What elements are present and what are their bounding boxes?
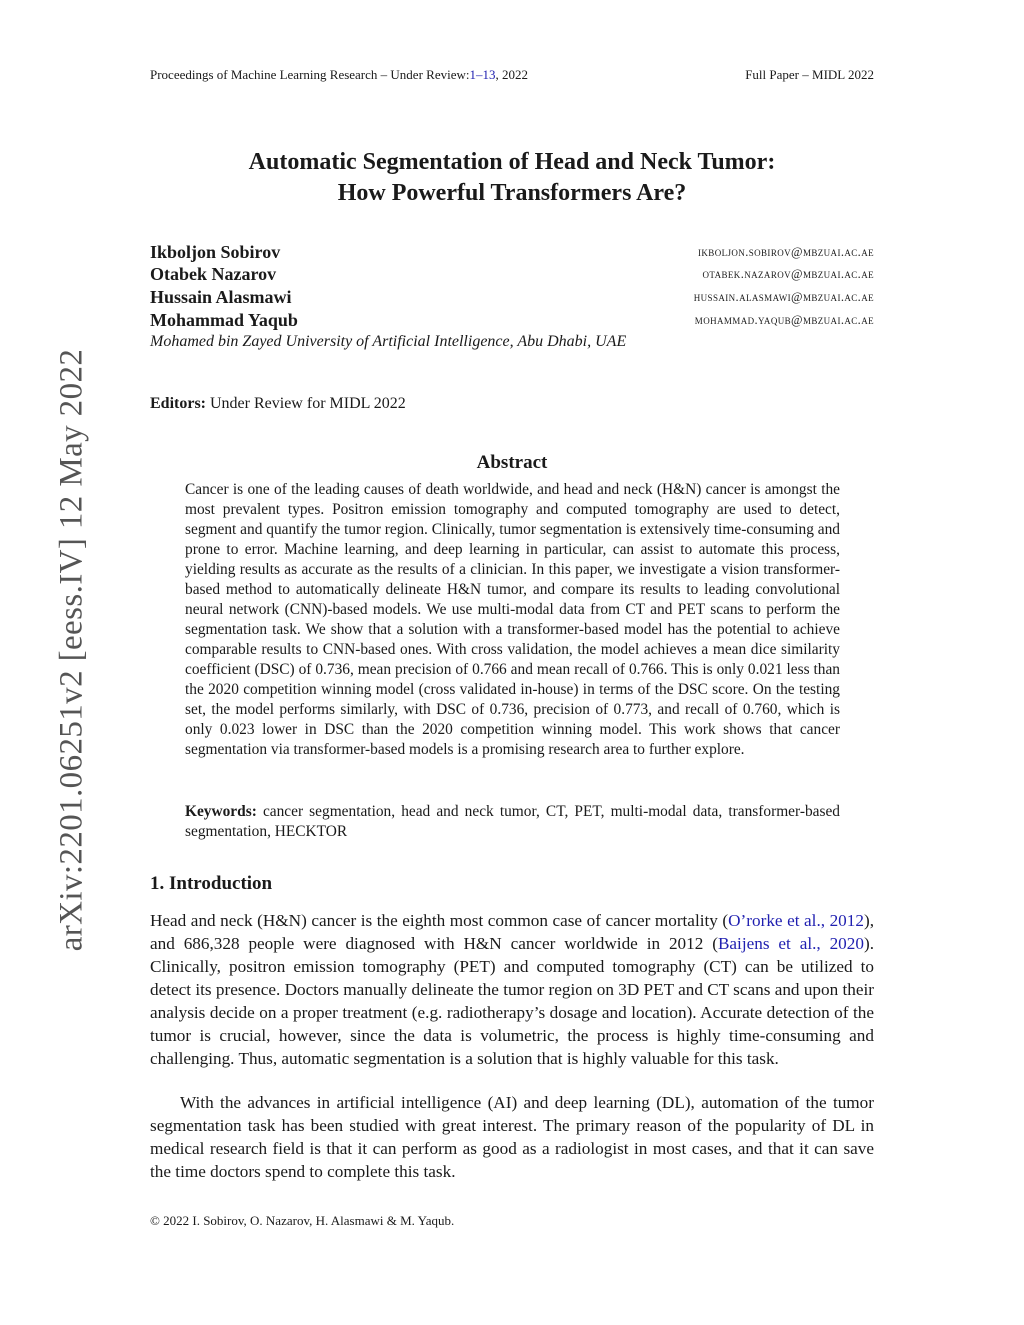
- abstract-body: Cancer is one of the leading causes of death worldwide, and head and neck (H&N) cancer is amongst the most prevalent types. Positron emission tomography and computed tomography are used to detect, segment and quantify the tumor region. Clinically, tumor segmentation is extensively time-consuming and prone to error. Machine learning, and deep learning in particular, can assist to automate this process, yielding results as accurate as the results of a clinician. In this paper, we investigate a vision transformer-based method to automatically delineate H&N tumor, and compare its results to leading convolutional neural network (CNN)-based models. We use multi-modal data from CT and PET scans to perform the segmentation task. We show that a solution with a transformer-based model has the potential to achieve comparable results to CNN-based ones. With cross validation, the model achieves a mean dice similarity coefficient (DSC) of 0.736, mean precision of 0.766 and mean recall of 0.766. This is only 0.021 less than the 2020 competition winning model (cross validated in-house) in terms of the DSC score. On the testing set, the model performs similarly, with DSC of 0.736, precision of 0.773, and recall of 0.760, which is only 0.023 lower in DSC than the 2020 competition winning model. This work shows that cancer segmentation via transformer-based models is a promising research area to further explore.: [185, 481, 840, 758]
- abstract-heading: Abstract: [476, 452, 548, 473]
- author-row: [150, 242, 874, 265]
- running-header-left: [150, 67, 528, 83]
- running-header-right: Full Paper – MIDL 2022: [745, 67, 874, 82]
- keywords: [185, 802, 840, 842]
- editors-line: [150, 395, 406, 413]
- editors-label: Editors:: [150, 395, 206, 412]
- affiliation: Mohamed bin Zayed University of Artificial Intelligence, Abu Dhabi, UAE: [150, 333, 627, 350]
- author-email: hussain.alasmawi@mbzuai.ac.ae: [693, 290, 874, 304]
- arxiv-identifier-stamp: arXiv:2201.06251v2 [eess.IV] 12 May 2022: [53, 348, 90, 952]
- paragraph-text: Head and neck (H&N) cancer is the eighth most common case of cancer mortality (: [150, 911, 729, 930]
- author-email: mohammad.yaqub@mbzuai.ac.ae: [694, 313, 874, 327]
- header-venue: Proceedings of Machine Learning Research – Under Review:: [150, 67, 470, 82]
- title-line-1: Automatic Segmentation of Head and Neck Tumor:: [248, 149, 776, 175]
- paper-title: [150, 147, 874, 209]
- keywords-list: cancer segmentation, head and neck tumor, CT, PET, multi-modal data, transformer-based segmentation, HECKTOR: [185, 803, 840, 840]
- author-row: [150, 310, 874, 333]
- author-name: Ikboljon Sobirov: [150, 242, 281, 262]
- copyright-notice: © 2022 I. Sobirov, O. Nazarov, H. Alasmawi & M. Yaqub.: [150, 1213, 455, 1228]
- author-email: ikboljon.sobirov@mbzuai.ac.ae: [698, 245, 874, 259]
- introduction-paragraph: With the advances in artificial intelligence (AI) and deep learning (DL), automation of the tumor segmentation task has been studied with great interest. The primary reason of the popularity of DL in medical research field is that it can perform as good as a radiologist in most cases, and that it can save the time doctors spend to complete this task.: [150, 1093, 874, 1181]
- editors-value: Under Review for MIDL 2022: [210, 395, 406, 412]
- author-row: [150, 264, 874, 287]
- author-name: Otabek Nazarov: [150, 264, 277, 284]
- keywords-label: Keywords:: [185, 803, 257, 820]
- author-name: Hussain Alasmawi: [150, 287, 292, 307]
- paragraph-text: ), and 686,328 people were diagnosed with H&N cancer worldwide in 2012 (: [150, 911, 874, 953]
- title-line-2: How Powerful Transformers Are?: [337, 180, 687, 206]
- citation-link[interactable]: O’rorke et al., 2012: [728, 911, 864, 930]
- author-email: otabek.nazarov@mbzuai.ac.ae: [702, 267, 874, 281]
- section-heading-introduction: 1. Introduction: [150, 873, 273, 894]
- paragraph-text: ). Clinically, positron emission tomography (PET) and computed tomography (CT) can be utilized to detect its presence. Doctors manually delineate the tumor region on 3D PET and CT scans and upon their analysis decide on a proper treatment (e.g. radiotherapy’s dosage and location). Accurate detection of the tumor is crucial, however, since the data is volumetric, the process is highly time-consuming and challenging. Thus, automatic segmentation is a solution that is highly valuable for this task.: [150, 934, 874, 1068]
- author-name: Mohammad Yaqub: [150, 310, 298, 330]
- author-row: [150, 287, 874, 310]
- header-year: , 2022: [495, 67, 528, 82]
- header-page-range-link[interactable]: 1–13: [469, 67, 496, 82]
- introduction-paragraph: [150, 909, 874, 1070]
- citation-link[interactable]: Baijens et al., 2020: [717, 934, 864, 953]
